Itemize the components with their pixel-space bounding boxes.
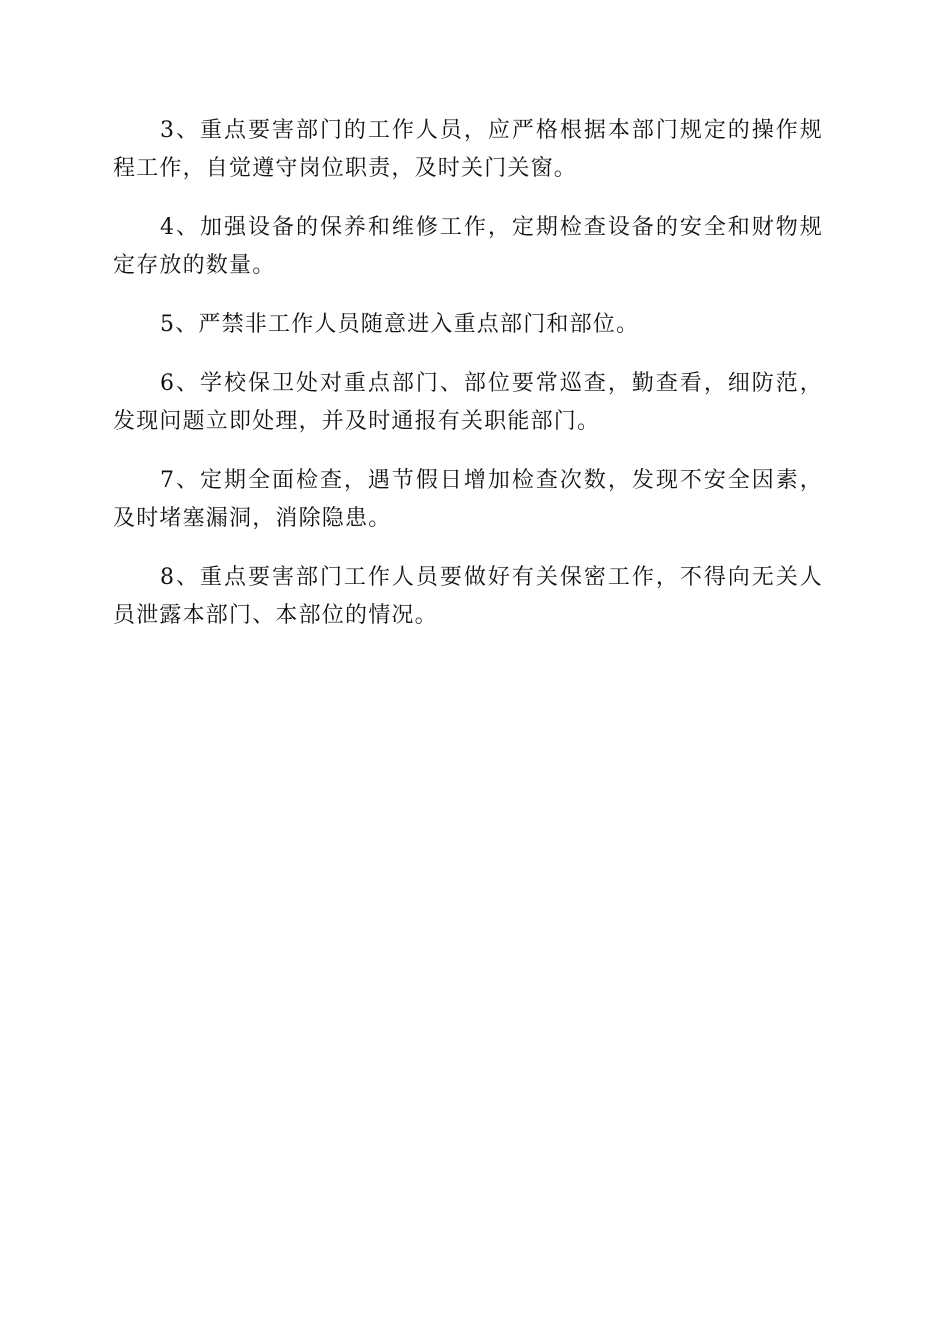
paragraph-item-5: 5、严禁非工作人员随意进入重点部门和部位。 <box>160 312 640 337</box>
document-body <box>113 112 823 656</box>
paragraph-item-3: 3、重点要害部门的工作人员，应严格根据本部门规定的操作规程工作，自觉遵守岗位职责，及时关门关窗。 <box>113 118 823 181</box>
paragraph-item-8: 8、重点要害部门工作人员要做好有关保密工作，不得向无关人员泄露本部门、本部位的情况。 <box>113 565 823 628</box>
paragraph-item-6: 6、学校保卫处对重点部门、部位要常巡查，勤查看，细防范，发现问题立即处理，并及时通报有关职能部门。 <box>113 371 823 434</box>
paragraph-item-7: 7、定期全面检查，遇节假日增加检查次数，发现不安全因素，及时堵塞漏洞，消除隐患。 <box>113 468 823 531</box>
paragraph-item-4: 4、加强设备的保养和维修工作，定期检查设备的安全和财物规定存放的数量。 <box>113 215 823 278</box>
